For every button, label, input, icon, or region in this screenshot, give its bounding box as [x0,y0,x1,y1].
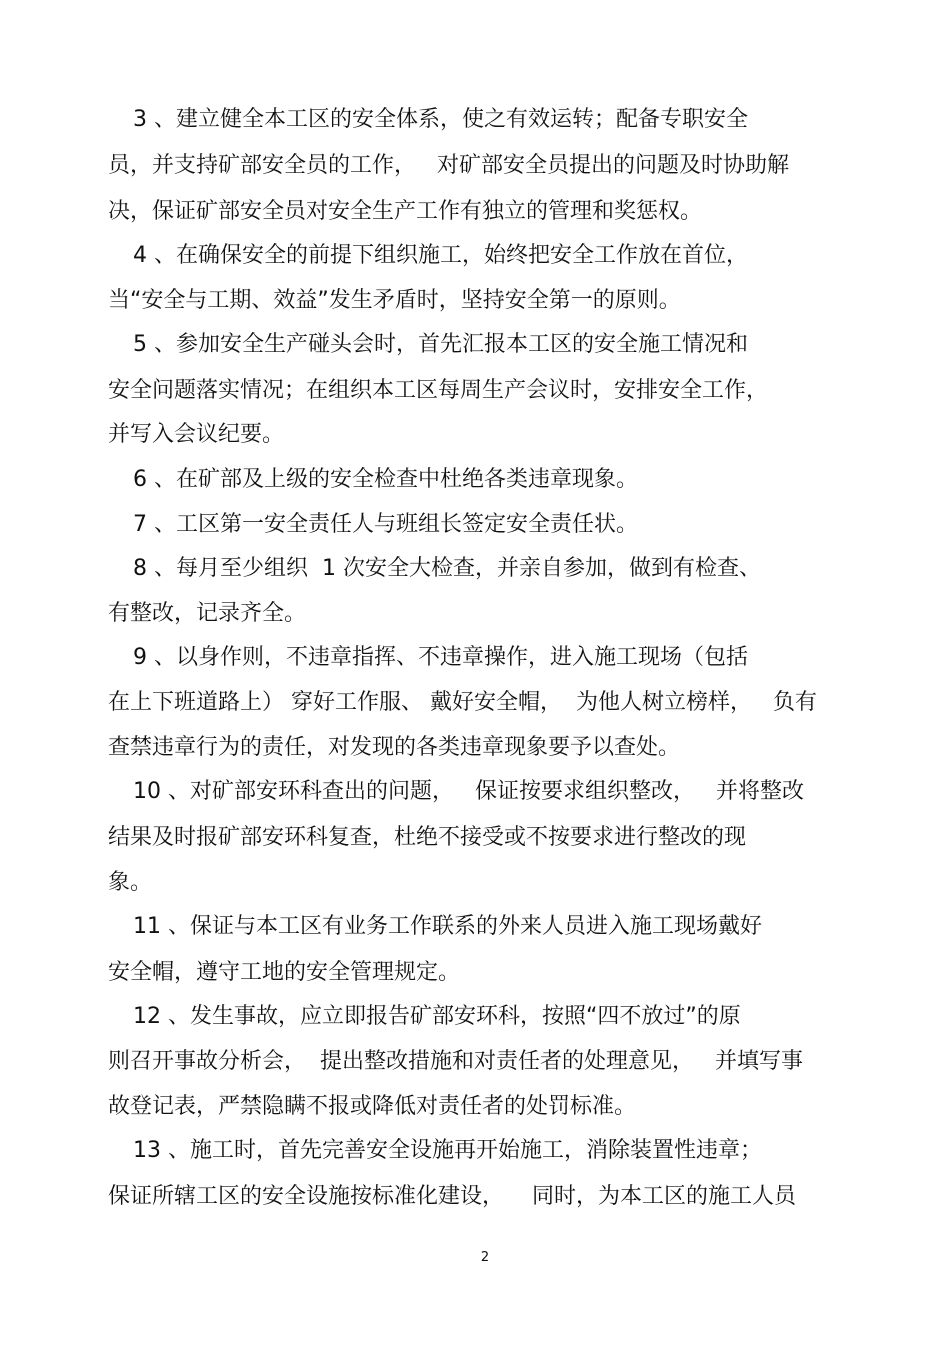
text-line: 则召开事故分析会， 提出整改措施和对责任者的处理意见， 并填写事 [108,1049,803,1074]
text-line: 象。 [108,870,153,895]
text-line: 7 、工区第一安全责任人与班组长签定安全责任状。 [133,512,638,537]
text-line: 10 、对矿部安环科查出的问题， 保证按要求组织整改， 并将整改 [133,779,804,804]
text-line: 当“安全与工期、效益”发生矛盾时，坚持安全第一的原则。 [108,288,681,313]
text-line: 安全帽，遵守工地的安全管理规定。 [108,960,461,985]
text-line: 11 、保证与本工区有业务工作联系的外来人员进入施工现场戴好 [133,914,762,939]
text-line: 查禁违章行为的责任，对发现的各类违章现象要予以查处。 [108,735,681,760]
text-line: 并写入会议纪要。 [108,422,285,447]
text-line: 4 、在确保安全的前提下组织施工，始终把安全工作放在首位， [133,243,748,268]
text-line: 员，并支持矿部安全员的工作， 对矿部安全员提出的问题及时协助解 [108,153,789,178]
text-line: 决，保证矿部安全员对安全生产工作有独立的管理和奖惩权。 [108,199,703,224]
text-line: 5 、参加安全生产碰头会时，首先汇报本工区的安全施工情况和 [133,332,748,357]
text-line: 3 、建立健全本工区的安全体系，使之有效运转；配备专职安全 [133,107,748,132]
text-line: 安全问题落实情况；在组织本工区每周生产会议时，安排安全工作， [108,378,769,403]
text-line: 故登记表，严禁隐瞒不报或降低对责任者的处罚标准。 [108,1094,637,1119]
text-line: 13 、施工时，首先完善安全设施再开始施工，消除装置性违章； [133,1138,762,1163]
text-line: 保证所辖工区的安全设施按标准化建设， 同时，为本工区的施工人员 [108,1184,796,1209]
text-line: 8 、每月至少组织 1 次安全大检查，并亲自参加，做到有检查、 [133,556,761,581]
text-line: 9 、以身作则，不违章指挥、不违章操作，进入施工现场（包括 [133,645,748,670]
page-number: 2 [480,1250,490,1265]
text-line: 12 、发生事故，应立即报告矿部安环科，按照“四不放过”的原 [133,1004,741,1029]
text-line: 在上下班道路上） 穿好工作服、 戴好安全帽， 为他人树立榜样， 负有 [108,690,817,715]
text-line: 6 、在矿部及上级的安全检查中杜绝各类违章现象。 [133,467,638,492]
text-line: 有整改，记录齐全。 [108,601,307,626]
text-line: 结果及时报矿部安环科复查，杜绝不接受或不按要求进行整改的现 [108,825,747,850]
